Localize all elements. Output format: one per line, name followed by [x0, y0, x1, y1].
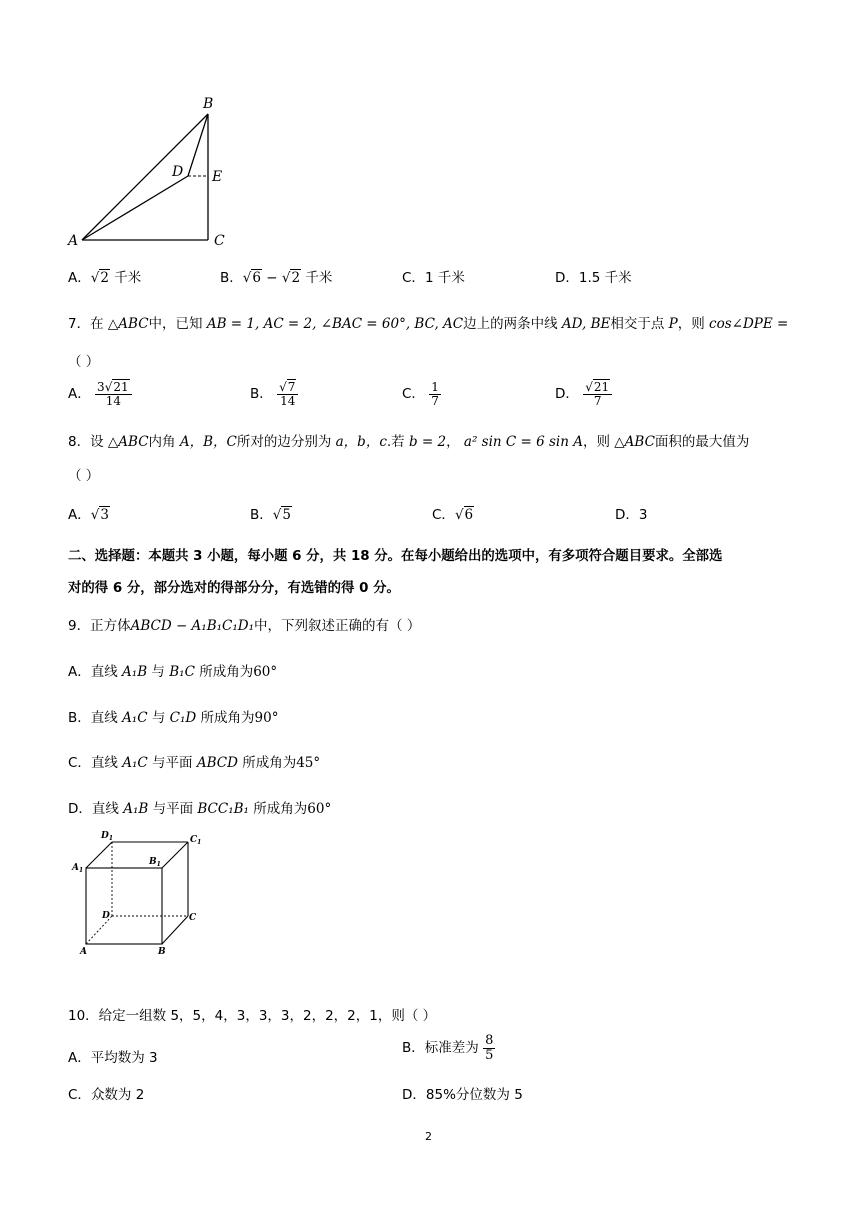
section-2-line1: 二、选择题：本题共 3 小题，每小题 6 分，共 18 分。在每小题给出的选项中，有多项符合题目要求。全部选	[68, 549, 723, 564]
q8-stem: 8．设 △ABC内角 A，B，C所对的边分别为 a，b，c.若 b = 2， a² sin C = 6 sin A，则 △ABC面积的最大值为	[68, 434, 750, 450]
page-number: 2	[425, 1130, 432, 1143]
q7-option-c: C． $\frac{1}{7}$	[402, 380, 439, 408]
svg-text:C1: $C_1$	[190, 835, 202, 846]
q7-stem: 7．在 △ABC中，已知 AB = 1, AC = 2, ∠BAC = 60°, BC, AC边上的两条中线 AD, BE相交于点 P，则 cos∠DPE =	[68, 316, 789, 332]
q9-option-d: D．直线 A₁B 与平面 BCC₁B₁ 所成角为60°	[68, 801, 332, 817]
q8-option-c: C．√6	[432, 507, 474, 523]
svg-text:C: C	[189, 913, 197, 923]
q10-stem: 10．给定一组数 5，5，4，3，3，3，2，2，2，1，则（ ）	[68, 1008, 437, 1024]
label-b: B	[203, 96, 214, 112]
label-a: A	[68, 233, 79, 249]
cube-figure	[68, 826, 208, 958]
svg-text:D: D	[102, 911, 110, 921]
q8-option-a: A．√3	[68, 507, 109, 523]
q8-paren: （ ）	[68, 468, 100, 484]
q6-option-a: A．√2 千米	[68, 270, 142, 286]
svg-text:D1: $D_1$	[101, 831, 113, 842]
q8-option-b: B．√5	[250, 507, 291, 523]
q7-option-a: A． $\frac{3√21}{14}$	[68, 381, 132, 407]
q6-option-b: B．√6 − √2 千米	[220, 270, 333, 286]
label-d: D	[172, 164, 184, 180]
q6-option-c: C．1 千米	[402, 270, 465, 286]
q10-option-b: B．标准差为 $\frac{8}{5}$	[402, 1033, 494, 1063]
q7-option-b: B． $\frac{√7}{14}$	[250, 381, 298, 407]
triangle-figure	[60, 92, 240, 252]
svg-text:B: B	[158, 947, 166, 957]
q9-option-c: C．直线 A₁C 与平面 ABCD 所成角为45°	[68, 755, 321, 771]
q10-option-a: A．平均数为 3	[68, 1050, 158, 1066]
q9-stem: 9．正方体ABCD − A₁B₁C₁D₁中，下列叙述正确的有（ ）	[68, 618, 421, 634]
section-2-line2: 对的得 6 分，部分选对的得部分分，有选错的得 0 分。	[68, 581, 400, 596]
q10-option-d: D．85%分位数为 5	[402, 1087, 523, 1103]
label-e: E	[212, 169, 223, 185]
q10-option-c: C．众数为 2	[68, 1087, 145, 1103]
q7-option-d: D． $\frac{√21}{7}$	[555, 381, 612, 407]
q7-paren: （ ）	[68, 354, 100, 370]
svg-text:A1: $A_1$	[72, 863, 84, 874]
q8-option-d: D．3	[615, 507, 648, 523]
label-c: C	[214, 233, 225, 249]
svg-text:A: A	[80, 947, 87, 957]
q6-option-d: D．1.5 千米	[555, 270, 632, 286]
q9-option-b: B．直线 A₁C 与 C₁D 所成角为90°	[68, 710, 279, 726]
q9-option-a: A．直线 A₁B 与 B₁C 所成角为60°	[68, 664, 278, 680]
svg-text:B1: $B_1$	[149, 857, 161, 868]
